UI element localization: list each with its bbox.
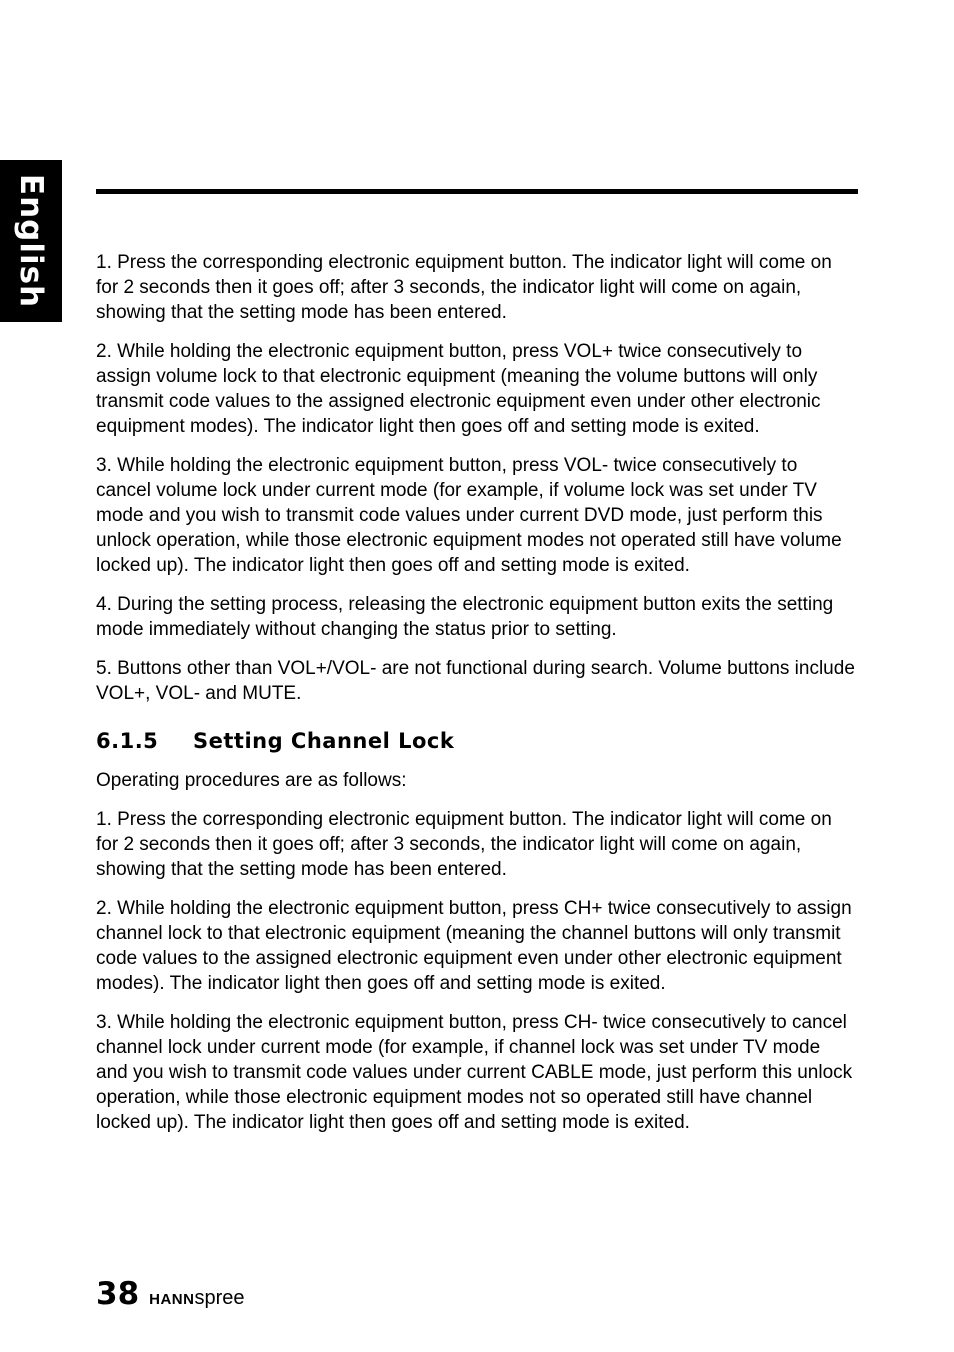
page-number: 38 [96, 1276, 140, 1312]
paragraph: 2. While holding the electronic equipment button, press CH+ twice consecutively to assign channel lock to that electronic equipment (meaning the channel buttons will only transmit code values to the assigned electronic equipment even under other electronic equipment modes). The indicator light then goes off and setting mode is exited. [96, 898, 852, 994]
paragraph: 1. Press the corresponding electronic equipment button. The indicator light will come on for 2 seconds then it goes off; after 3 seconds, the indicator light will come on again, showing that the setting mode has been entered. [96, 252, 832, 323]
section-number: 6.1.5 [96, 729, 159, 753]
page-footer [96, 1276, 245, 1316]
brand-logo [149, 1287, 244, 1310]
intro-text: Operating procedures are as follows: [96, 770, 407, 791]
section-title: Setting Channel Lock [193, 729, 455, 753]
language-tab-label: English [13, 173, 49, 309]
brand-logo-light: spree [194, 1287, 245, 1309]
paragraph: 3. While holding the electronic equipment button, press CH- twice consecutively to cancel channel lock under current mode (for example, if channel lock was set under TV mode and you wish to transmit code values under current CABLE mode, just perform this unlock operation, while those electronic equipment modes not so operated still have channel locked up). The indicator light then goes off and setting mode is exited. [96, 1012, 853, 1133]
paragraph: 4. During the setting process, releasing the electronic equipment button exits the setting mode immediately without changing the status prior to setting. [96, 594, 834, 640]
paragraph: 3. While holding the electronic equipment button, press VOL- twice consecutively to cancel volume lock under current mode (for example, if volume lock was set under TV mode and you wish to transmit code values under current DVD mode, just perform this unlock operation, while those electronic equipment modes not operated still have volume locked up). The indicator light then goes off and setting mode is exited. [96, 455, 842, 576]
paragraph: 2. While holding the electronic equipment button, press VOL+ twice consecutively to assign volume lock to that electronic equipment (meaning the volume buttons will only transmit code values to the assigned electronic equipment even under other electronic equipment modes). The indicator light then goes off and setting mode is exited. [96, 341, 821, 437]
language-tab [0, 160, 62, 322]
page-content [96, 250, 856, 1149]
paragraph: 1. Press the corresponding electronic equipment button. The indicator light will come on for 2 seconds then it goes off; after 3 seconds, the indicator light will come on again, showing that the setting mode has been entered. [96, 809, 832, 880]
section-heading [96, 728, 856, 754]
brand-logo-bold: HANN [149, 1291, 195, 1308]
paragraph: 5. Buttons other than VOL+/VOL- are not functional during search. Volume buttons include VOL+, VOL- and MUTE. [96, 658, 855, 704]
header-rule [96, 189, 858, 194]
